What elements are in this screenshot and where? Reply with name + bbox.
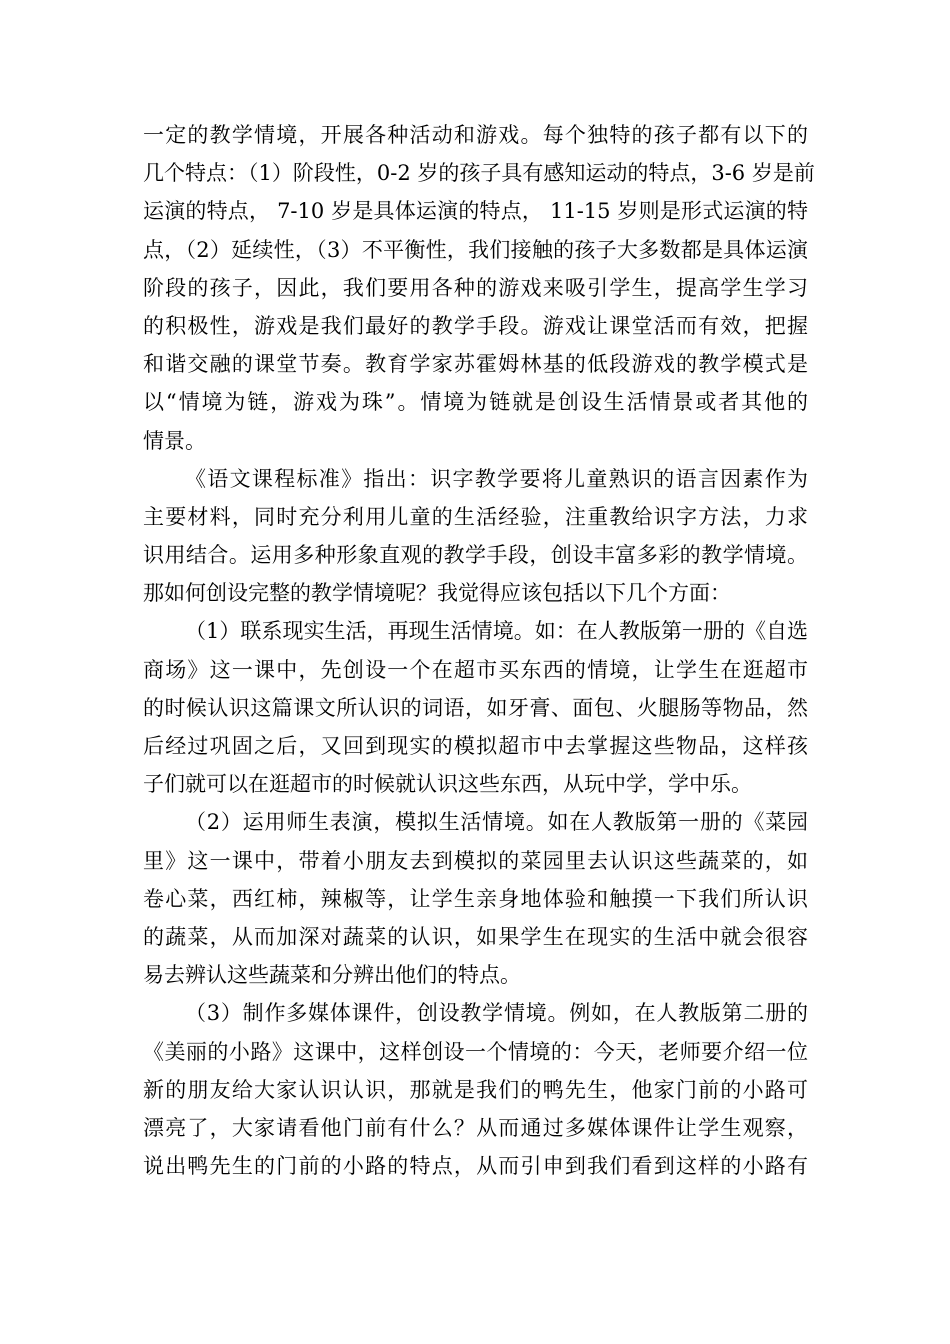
text-line: 子们就可以在逛超市的时候就认识这些东西，从玩中学，学中乐。 [143,772,752,797]
text-line: 识用结合。运用多种形象直观的教学手段，创设丰富多彩的教学情境。 [143,543,808,568]
text-line: 几个特点：（1）阶段性，0-2 岁的孩子具有感知运动的特点，3-6 岁是前 [143,161,815,186]
text-line: 和谐交融的课堂节奏。教育学家苏霍姆林基的低段游戏的教学模式是 [143,352,808,377]
text-line: （1）联系现实生活，再现生活情境。如：在人教版第一册的《自选 [185,619,808,644]
text-line: 点，（2）延续性，（3）不平衡性，我们接触的孩子大多数都是具体运演 [143,237,808,262]
text-line: 里》这一课中，带着小朋友去到模拟的菜园里去认识这些蔬菜的，如 [143,848,808,873]
text-line: 那如何创设完整的教学情境呢？我觉得应该包括以下几个方面： [143,581,731,606]
document-body [143,116,815,1185]
text-line: 易去辨认这些蔬菜和分辨出他们的特点。 [143,963,521,988]
text-line: 的积极性，游戏是我们最好的教学手段。游戏让课堂活而有效，把握 [143,313,808,338]
text-line: 运演的特点， 7-10 岁是具体运演的特点， 11-15 岁则是形式运演的特 [143,199,808,224]
text-line: 阶段的孩子，因此，我们要用各种的游戏来吸引学生，提高学生学习 [143,275,808,300]
text-line: 一定的教学情境，开展各种活动和游戏。每个独特的孩子都有以下的 [143,123,808,147]
text-line: 以“情境为链，游戏为珠”。情境为链就是创设生活情景或者其他的 [143,390,808,415]
text-line: 商场》这一课中，先创设一个在超市买东西的情境，让学生在逛超市 [143,657,808,682]
text-line: 情景。 [143,428,206,453]
text-line: （3）制作多媒体课件，创设教学情境。例如，在人教版第二册的 [185,1001,808,1026]
text-line: 《语文课程标准》指出：识字教学要将儿童熟识的语言因素作为 [185,466,808,491]
text-line: （2）运用师生表演，模拟生活情境。如在人教版第一册的《菜园 [185,810,808,835]
text-line: 漂亮了，大家请看他门前有什么？从而通过多媒体课件让学生观察， [143,1115,808,1140]
text-line: 卷心菜，西红柿，辣椒等，让学生亲身地体验和触摸一下我们所认识 [143,886,808,911]
text-line: 的蔬菜，从而加深对蔬菜的认识，如果学生在现实的生活中就会很容 [143,924,808,949]
text-line: 《美丽的小路》这课中，这样创设一个情境的：今天，老师要介绍一位 [143,1039,808,1064]
text-line: 的时候认识这篇课文所认识的词语，如牙膏、面包、火腿肠等物品，然 [143,695,808,720]
text-line: 主要材料，同时充分利用儿童的生活经验，注重教给识字方法，力求 [143,504,808,529]
text-line: 新的朋友给大家认识认识，那就是我们的鸭先生，他家门前的小路可 [143,1077,808,1102]
text-line: 后经过巩固之后，又回到现实的模拟超市中去掌握这些物品，这样孩 [143,734,808,758]
text-line: 说出鸭先生的门前的小路的特点，从而引申到我们看到这样的小路有 [143,1154,808,1179]
